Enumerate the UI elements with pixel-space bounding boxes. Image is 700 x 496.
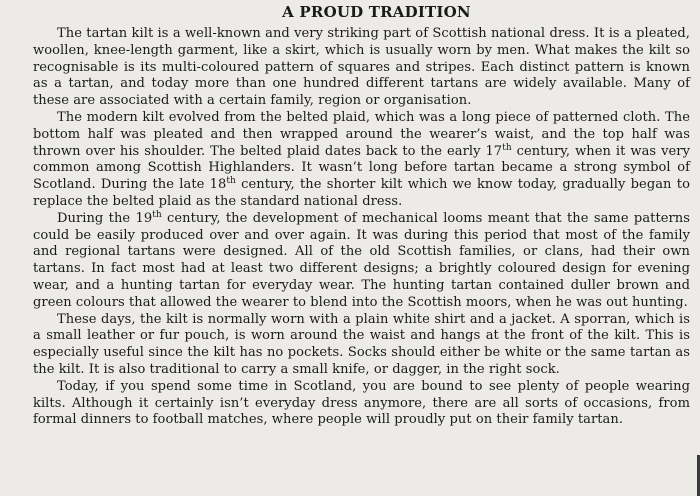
paragraph-3 [33, 211, 690, 312]
paragraph-4-text: These days, the kilt is normally worn with a plain white shirt and a jacket. A sporran, which is a small leather or fur pouch, is worn around the waist and hangs at the front of the kilt. This is especially useful since the kilt has no pockets. Socks should either be white or the same tartan as the kilt. It is also traditional to carry a small knife, or dagger, in the right sock. [33, 311, 690, 377]
paragraph-2 [33, 110, 690, 211]
ordinal-suffix: th [226, 176, 236, 187]
ordinal-suffix: th [152, 209, 162, 220]
paragraph-1 [33, 26, 690, 110]
paragraph-4 [33, 312, 690, 379]
paragraph-5 [33, 379, 690, 429]
ordinal-suffix: th [502, 142, 512, 153]
paragraph-2-text-b: century, when it was very common among Scottish Highlanders. It wasn’t long before tartan became a strong symbol of Scotland. During the late 18 [33, 143, 690, 193]
paragraph-3-text-a: During the 19 [57, 210, 153, 226]
paragraph-2-text-c: century, the shorter kilt which we know today, gradually began to replace the belted plaid as the standard national dress. [33, 177, 690, 209]
paragraph-5-text: Today, if you spend some time in Scotland, you are bound to see plenty of people wearing kilts. Although it certainly isn’t everyday dress anymore, there are all sorts of occasions, from formal dinners to football matches, where people will proudly put on their family tartan. [33, 378, 690, 428]
paragraph-3-text-b: century, the development of mechanical looms meant that the same patterns could be easily produced over and over again. It was during this period that most of the family and regional tartans were designed. All of the old Scottish families, or clans, had their own tartans. In fact most had at least two different designs; a brightly coloured design for evening wear, and a hunting tartan for everyday wear. The hunting tartan contained duller brown and green colours that allowed the wearer to blend into the Scottish moors, when he was out hunting. [33, 210, 690, 310]
paragraph-2-text-a: The modern kilt evolved from the belted plaid, which was a long piece of patterned cloth. The bottom half was pleated and then wrapped around the wearer’s waist, and the top half was thrown over his shoulder. The belted plaid dates back to the early 17 [33, 109, 690, 159]
paragraph-1-text: The tartan kilt is a well-known and very striking part of Scottish national dress. It is a pleated, woollen, knee-length garment, like a skirt, which is usually worn by men. What makes the kilt so recognisable is its multi-coloured pattern of squares and stripes. Each distinct pattern is known as a tartan, and today more than one hundred different tartans are widely available. Many of these are associated with a certain family, region or organisation. [33, 26, 690, 109]
page-title: A PROUD TRADITION [282, 3, 471, 21]
